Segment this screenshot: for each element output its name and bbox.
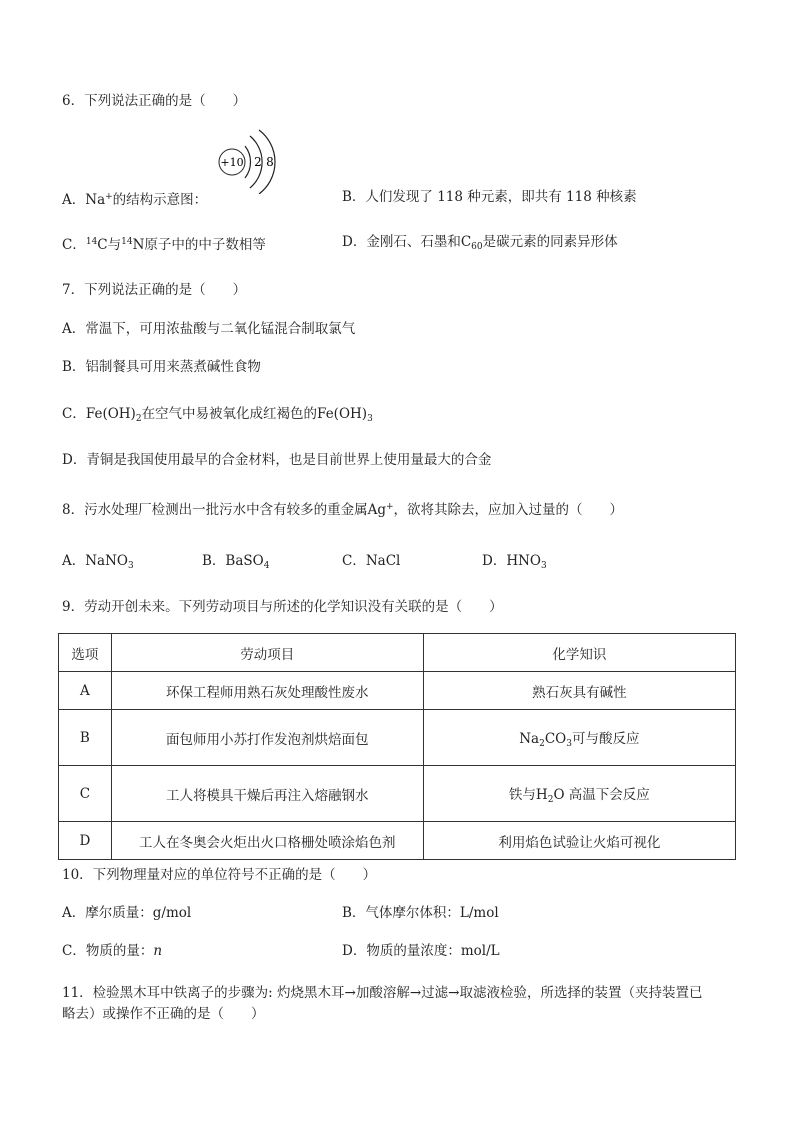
row-option: C	[59, 766, 112, 822]
shell2-electrons: 8	[266, 155, 274, 169]
q10-option-d: D．物质的量浓度：mol/L	[342, 943, 500, 959]
q8-option-b: B．BaSO$_4$	[202, 553, 270, 571]
q9-table	[58, 633, 736, 860]
row-knowledge: 利用焰色试验让火焰可视化	[423, 822, 735, 860]
shell1-electrons: 2	[254, 155, 262, 169]
q7-option-d: D．青铜是我国使用最早的合金材料，也是目前世界上使用量最大的合金	[62, 452, 492, 468]
q10-stem: 10．下列物理量对应的单位符号不正确的是（ ）	[62, 867, 377, 883]
nucleus-charge: +10	[220, 156, 244, 169]
q8-option-c: C．NaCl	[342, 553, 401, 569]
row-knowledge: 铁与$H_2O$ 高温下会反应	[423, 766, 735, 822]
table-row	[59, 822, 736, 860]
q9-stem: 9．劳动开创未来。下列劳动项目与所述的化学知识没有关联的是（ ）	[62, 599, 503, 615]
row-knowledge: 熟石灰具有碱性	[423, 672, 735, 710]
q6-stem: 6．下列说法正确的是（ ）	[62, 93, 247, 109]
q11-stem-line1: 11．检验黑木耳中铁离子的步骤为: 灼烧黑木耳→加酸溶解→过滤→取滤液检验，所选择的装置（夹持装置已	[62, 985, 703, 1001]
q7-stem: 7．下列说法正确的是（ ）	[62, 282, 247, 298]
row-knowledge: $Na_2CO_3$可与酸反应	[423, 710, 735, 766]
row-option: A	[59, 672, 112, 710]
header-option: 选项	[59, 634, 112, 672]
q6-option-b: B．人们发现了 118 种元素，即共有 118 种核素	[342, 189, 637, 205]
q6-option-d: D．金刚石、石墨和$C_{60}$是碳元素的同素异形体	[342, 234, 618, 252]
row-task: 面包师用小苏打作发泡剂烘焙面包	[111, 710, 423, 766]
q6-option-a: A．Na+的结构示意图：	[62, 192, 208, 208]
q6-option-c: C．$^{14}$C与$^{14}$N原子中的中子数相等	[62, 237, 266, 253]
q8-option-d: D．$HNO_3$	[482, 553, 547, 571]
q11-stem-line2: 略去）或操作不正确的是（ ）	[62, 1006, 265, 1022]
row-task: 环保工程师用熟石灰处理酸性废水	[111, 672, 423, 710]
header-knowledge: 化学知识	[423, 634, 735, 672]
q8-option-a: A．NaNO$_3$	[62, 553, 134, 571]
q10-option-a: A．摩尔质量：g/mol	[62, 905, 192, 921]
q10-option-c: C．物质的量：n	[62, 943, 163, 959]
header-task: 劳动项目	[111, 634, 423, 672]
row-task: 工人在冬奥会火炬出火口格栅处喷涂焰色剂	[111, 822, 423, 860]
table-row	[59, 766, 736, 822]
row-option: B	[59, 710, 112, 766]
table-row	[59, 672, 736, 710]
sodium-ion-structure-diagram	[212, 124, 282, 194]
table-row	[59, 710, 736, 766]
row-task: 工人将模具干燥后再注入熔融钢水	[111, 766, 423, 822]
q7-option-a: A．常温下，可用浓盐酸与二氧化锰混合制取氯气	[62, 321, 356, 337]
q10-option-b: B．气体摩尔体积：L/mol	[342, 905, 499, 921]
row-option: D	[59, 822, 112, 860]
shell-arc-1	[245, 146, 251, 178]
q7-option-c: C．$Fe(OH)_2$在空气中易被氧化成红褐色的$Fe(OH)_3$	[62, 406, 373, 424]
table-header-row	[59, 634, 736, 672]
q7-option-b: B．铝制餐具可用来蒸煮碱性食物	[62, 359, 261, 375]
q8-stem: 8．污水处理厂检测出一批污水中含有较多的重金属Ag+，欲将其除去，应加入过量的（ ）	[62, 502, 624, 518]
